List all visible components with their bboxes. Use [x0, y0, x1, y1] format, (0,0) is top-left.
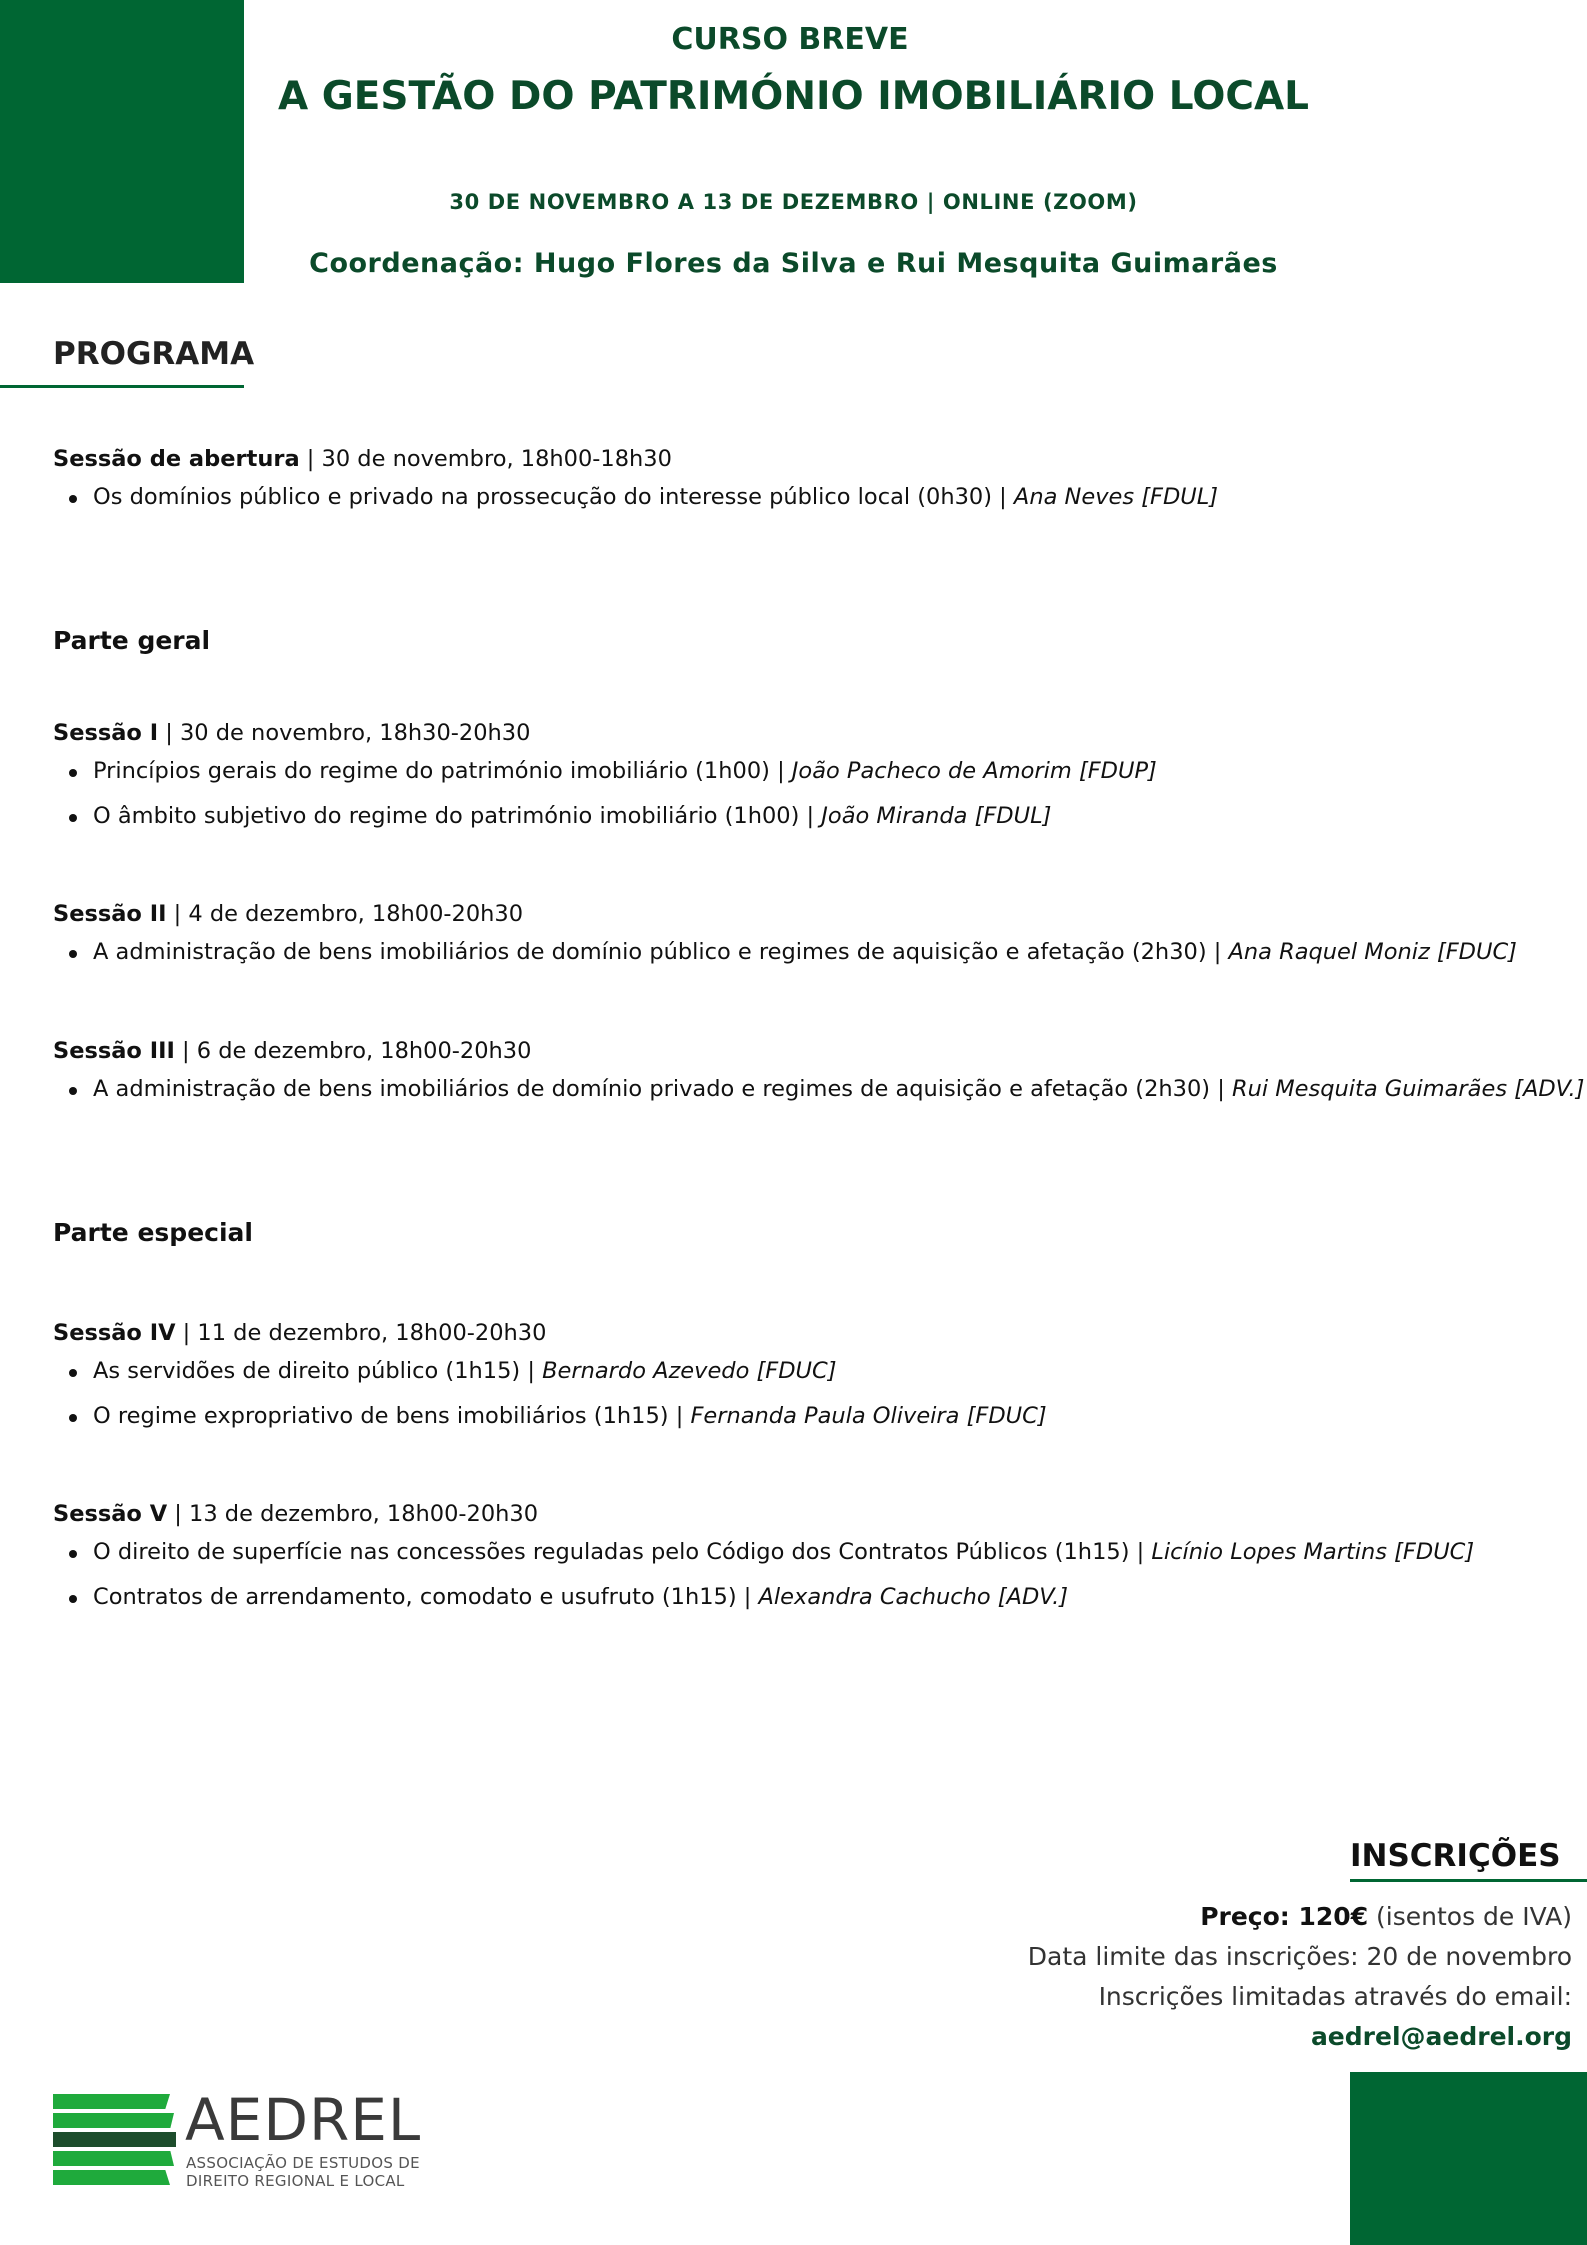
price-line — [1028, 1897, 1572, 1937]
topic-text: O regime expropriativo de bens imobiliários (1h15) | — [93, 1403, 691, 1429]
session-name: Sessão II — [53, 901, 167, 927]
session-header — [53, 898, 1573, 930]
topic-text: O âmbito subjetivo do regime do património imobiliário (1h00) | — [93, 803, 822, 829]
session-v — [53, 1498, 1573, 1620]
logo-stripe-icon — [53, 2113, 174, 2128]
topic-text: As servidões de direito público (1h15) | — [93, 1358, 543, 1384]
session-name: Sessão V — [53, 1501, 168, 1527]
inscricoes-details — [1028, 1897, 1572, 2057]
course-dates: 30 DE NOVEMBRO A 13 DE DEZEMBRO | ONLINE (ZOOM) — [449, 190, 1138, 214]
speaker: João Pacheco de Amorim [FDUP] — [791, 758, 1157, 784]
logo-wordmark: AEDREL — [185, 2086, 422, 2154]
list-item — [53, 475, 1573, 520]
course-title: A GESTÃO DO PATRIMÓNIO IMOBILIÁRIO LOCAL — [277, 74, 1310, 119]
session-header — [53, 1035, 1573, 1067]
topic-text: Princípios gerais do regime do património imobiliário (1h00) | — [93, 758, 792, 784]
deadline: Data limite das inscrições: 20 de novembro — [1027, 1942, 1572, 1971]
list-item — [53, 1394, 1573, 1439]
speaker: Bernardo Azevedo [FDUC] — [542, 1358, 837, 1384]
speaker: Ana Neves [FDUL] — [1013, 484, 1219, 510]
price-note: (isentos de IVA) — [1368, 1902, 1572, 1931]
course-coordination: Coordenação: Hugo Flores da Silva e Rui Mesquita Guimarães — [309, 248, 1278, 279]
session-iv — [53, 1317, 1573, 1439]
logo-subtitle-line2: DIREITO REGIONAL E LOCAL — [186, 2172, 405, 2190]
speaker: João Miranda [FDUL] — [821, 803, 1052, 829]
price: Preço: 120€ — [1200, 1902, 1369, 1931]
topic-text: Os domínios público e privado na prossecução do interesse público local (0h30) | — [93, 484, 1014, 510]
session-when: | 6 de dezembro, 18h00-20h30 — [174, 1038, 532, 1064]
session-header — [53, 1317, 1573, 1349]
session-header — [53, 717, 1573, 749]
topic-text: O direito de superfície nas concessões reguladas pelo Código dos Contratos Públicos (1h15) | — [93, 1539, 1152, 1565]
list-item — [53, 930, 1573, 975]
session-when: | 4 de dezembro, 18h00-20h30 — [166, 901, 524, 927]
session-when: | 30 de novembro, 18h30-20h30 — [158, 720, 531, 746]
logo-stripe-icon — [53, 2132, 176, 2147]
session-header — [53, 443, 1573, 475]
logo-stripe-icon — [53, 2094, 170, 2109]
session-when: | 13 de dezembro, 18h00-20h30 — [167, 1501, 539, 1527]
session-name: Sessão IV — [53, 1320, 176, 1346]
speaker: Alexandra Cachucho [ADV.] — [758, 1584, 1069, 1610]
logo-subtitle-line1: ASSOCIAÇÃO DE ESTUDOS DE — [186, 2154, 420, 2172]
session-name: Sessão I — [53, 720, 159, 746]
aedrel-logo — [53, 2086, 433, 2194]
list-item — [53, 749, 1573, 794]
decorative-green-block-bottom — [1350, 2072, 1587, 2245]
list-item — [53, 1349, 1573, 1394]
session-when: | 11 de dezembro, 18h00-20h30 — [175, 1320, 547, 1346]
session-ii — [53, 898, 1573, 975]
speaker: Ana Raquel Moniz [FDUC] — [1228, 939, 1517, 965]
list-item — [53, 794, 1573, 839]
list-item — [53, 1575, 1573, 1620]
speaker: Rui Mesquita Guimarães [ADV.] — [1231, 1076, 1585, 1102]
programa-underline — [0, 385, 244, 388]
inscricoes-underline — [1350, 1879, 1587, 1882]
list-item — [53, 1067, 1585, 1112]
session-name: Sessão III — [53, 1038, 175, 1064]
limited-note: Inscrições limitadas através do email: — [1098, 1982, 1572, 2011]
topic-text: A administração de bens imobiliários de domínio público e regimes de aquisição e afetação (2h30) | — [93, 939, 1229, 965]
speaker: Fernanda Paula Oliveira [FDUC] — [690, 1403, 1047, 1429]
course-type: CURSO BREVE — [671, 22, 909, 57]
session-when: | 30 de novembro, 18h00-18h30 — [299, 446, 672, 472]
session-name: Sessão de abertura — [53, 446, 300, 472]
list-item — [53, 1530, 1573, 1575]
programa-heading: PROGRAMA — [53, 336, 255, 372]
topic-text: A administração de bens imobiliários de domínio privado e regimes de aquisição e afetação (2h30) | — [93, 1076, 1232, 1102]
email-link[interactable]: aedrel@aedrel.org — [1310, 2022, 1572, 2051]
logo-stripe-icon — [53, 2170, 170, 2185]
topic-text: Contratos de arrendamento, comodato e usufruto (1h15) | — [93, 1584, 759, 1610]
inscricoes-heading: INSCRIÇÕES — [1350, 1838, 1561, 1874]
session-abertura — [53, 443, 1573, 520]
parte-geral-heading: Parte geral — [53, 626, 211, 655]
logo-stripe-icon — [53, 2151, 174, 2166]
session-iii — [53, 1035, 1585, 1112]
session-i — [53, 717, 1573, 839]
parte-especial-heading: Parte especial — [53, 1218, 253, 1247]
session-header — [53, 1498, 1573, 1530]
speaker: Licínio Lopes Martins [FDUC] — [1151, 1539, 1475, 1565]
